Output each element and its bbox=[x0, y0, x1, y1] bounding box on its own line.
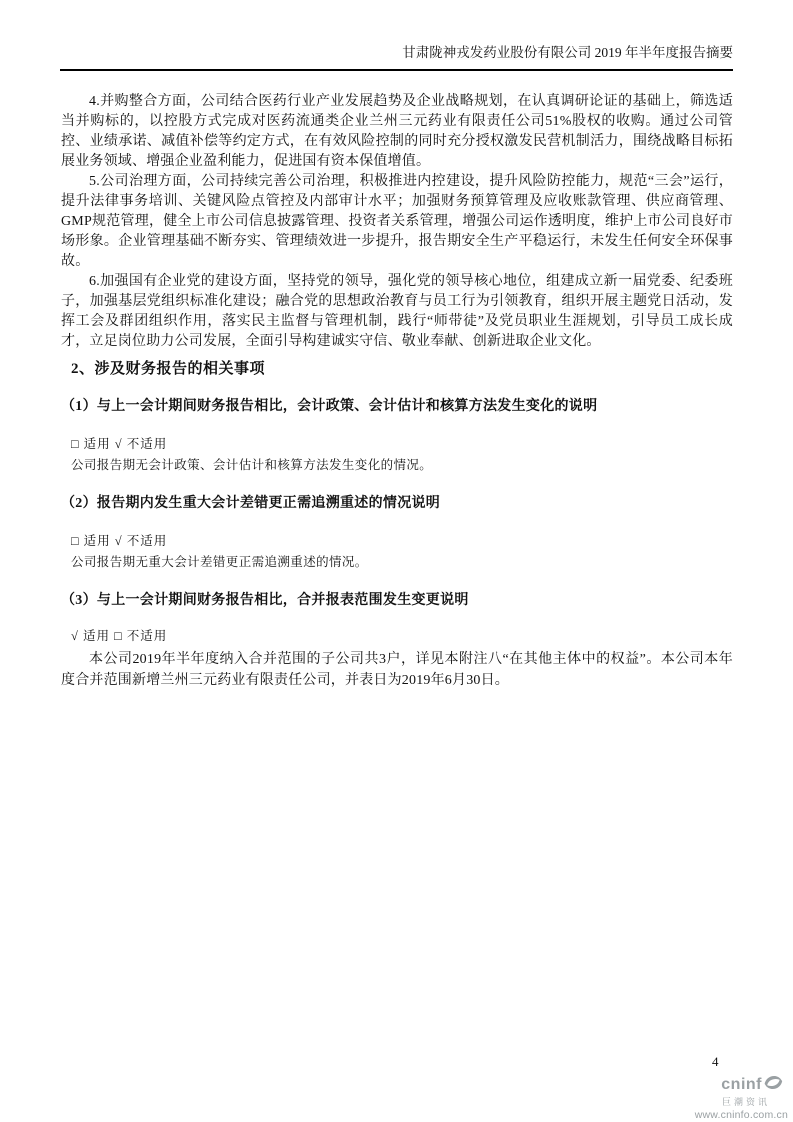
subsection-heading-accounting-error-restatement: （2）报告期内发生重大会计差错更正需追溯重述的情况说明 bbox=[61, 496, 441, 511]
paragraph-consolidation-scope: 本公司2019年半年度纳入合并范围的子公司共3户，详见本附注八“在其他主体中的权益”。本公司本年度合并范围新增兰州三元药业有限责任公司，并表日为2019年6月30日。 bbox=[61, 652, 733, 688]
note-accounting-policy: 公司报告期无会计政策、会计估计和核算方法发生变化的情况。 bbox=[71, 458, 433, 472]
subsection-heading-accounting-policy-change: （1）与上一会计期间财务报告相比，会计政策、会计估计和核算方法发生变化的说明 bbox=[61, 399, 598, 414]
cninfo-url: www.cninfo.com.cn bbox=[694, 1109, 788, 1121]
cninfo-brand-text: cninf bbox=[721, 1076, 762, 1093]
subsection-heading-consolidation-scope-change: （3）与上一会计期间财务报告相比，合并报表范围发生变更说明 bbox=[61, 593, 469, 608]
cninfo-logo-brand-row bbox=[678, 1074, 788, 1096]
page-number: 4 bbox=[712, 1054, 719, 1069]
section-heading-financial-matters: 2、涉及财务报告的相关事项 bbox=[71, 361, 266, 377]
paragraph-party-building: 6.加强国有企业党的建设方面，坚持党的领导，强化党的领导核心地位，组建成立新一届党委、纪委班子，加强基层党组织标准化建设；融合党的思想政治教育与员工行为引领教育，组织开展主题党日活动，发挥工会及群团组织作用，落实民主监督与管理机制，践行“师带徒”及党员职业生涯规划，引导员工成长成才，立足岗位助力公司发展，全面引导构建诚实守信、敬业奉献、创新进取企业文化。 bbox=[61, 274, 733, 349]
paragraph-corporate-governance: 5.公司治理方面，公司持续完善公司治理，积极推进内控建设，提升风险防控能力，规范“三会”运行，提升法律事务培训、关键风险点管控及内部审计水平；加强财务预算管理及应收账款管理、供应商管理、GMP规范管理，健全上市公司信息披露管理、投资者关系管理，增强公司运作透明度，维护上市公司良好市场形象。企业管理基础不断夯实、管理绩效进一步提升，报告期安全生产平稳运行，未发生任何安全环保事故。 bbox=[61, 174, 733, 269]
header-title: 甘肃陇神戎发药业股份有限公司 2019 年半年度报告摘要 bbox=[402, 45, 733, 60]
page-content bbox=[61, 92, 733, 691]
cninfo-chinese-name: 巨潮资讯 bbox=[721, 1097, 770, 1107]
cninfo-swirl-icon bbox=[763, 1074, 784, 1096]
page-header bbox=[60, 44, 733, 71]
applicability-line-2: □ 适用 √ 不适用 bbox=[71, 534, 168, 548]
applicability-line-3: √ 适用 □ 不适用 bbox=[71, 629, 168, 643]
cninfo-logo bbox=[678, 1074, 788, 1121]
applicability-line-1: □ 适用 √ 不适用 bbox=[71, 437, 168, 451]
paragraph-merger-integration: 4.并购整合方面，公司结合医药行业产业发展趋势及企业战略规划，在认真调研论证的基础上，筛选适当并购标的，以控股方式完成对医药流通类企业兰州三元药业有限责任公司51%股权的收购。通过公司管控、业绩承诺、减值补偿等约定方式，在有效风险控制的同时充分授权激发民营机制活力，围绕战略目标拓展业务领域、增强企业盈利能力，促进国有资本保值增值。 bbox=[61, 94, 733, 169]
note-accounting-error: 公司报告期无重大会计差错更正需追溯重述的情况。 bbox=[71, 555, 368, 569]
